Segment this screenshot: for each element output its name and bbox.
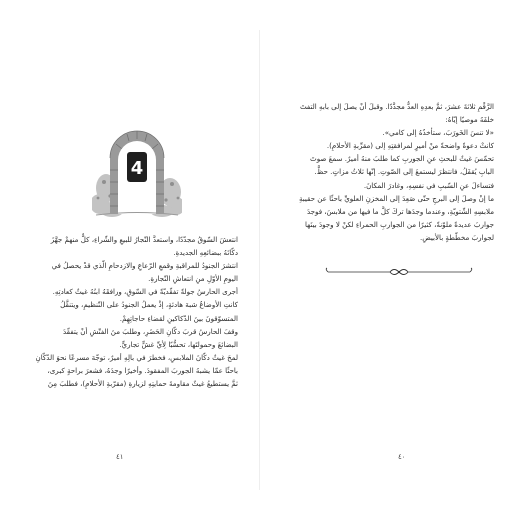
text-line: المتسوّقونَ بينَ الدّكاكينِ لقضاءِ حاجاتِهِمْ.	[119, 313, 238, 323]
text-line: انتشرَ الجنودُ للمراقبةِ وقمعِ الرّعاعِ والازدحامِ الّذي قدْ يحصلُ في	[51, 261, 238, 271]
ornament-divider	[324, 267, 474, 277]
text-line: البابِ يُقفَلُ، فانتظرَ ليستمعَ إلى الصّوتِ. إنّها ثلاثُ مزاتٍ. حظٌّ.	[314, 167, 494, 177]
text-line: انتعشَ السّوقُ مجدّدًا، واستعدَّ التّجارُ للبيعِ والشّراءِ، كلٌّ منهمْ جهَّزَ	[50, 235, 238, 244]
text-line: وقفَ الحارسُ قربَ دكّانِ الحَضَرِ، وطلبَ منَ الفتّشِ أنْ يتفقّدَ	[62, 326, 238, 336]
right-page	[262, 0, 520, 520]
text-line: تحمّسَ غيثٌ للبحثِ عنِ الجوربِ كما طلبَ منهُ أميرٌ. سمعَ صوتَ	[310, 154, 494, 164]
text-line: «لا تنسَ الخَورَبَ، ستأخذُهُ إلى كامي».	[382, 128, 494, 138]
left-page	[0, 0, 258, 520]
text-line: جواربَ عديدةً ملوّنةً، كثيرًا من الجواربِ الحمراءِ لكنْ لا وجودَ بينَها	[305, 219, 494, 229]
gutter	[259, 30, 260, 490]
text-line: ملابسِهِ الشّتويّةِ، وعندما وجدَها تركَ كلَّ ما فيها من ملابسَ، فوجدَ	[306, 206, 494, 216]
text-line: لمحَ غيثٌ دكّانَ الملابسِ، فخطرَ في بالِهِ أميرٌ، توجّهَ مسرعًا نحوَ الدّكّانِ	[35, 352, 238, 362]
text-line: أجرى الحارسُ جولةً تفقّديّةً في السّوقِ، ورافقَهُ ابنُهُ غيثٌ كعادتِهِ.	[52, 287, 238, 297]
page-number: ٤٠	[398, 453, 406, 461]
text-line: اليومِ الأوّلِ منِ انتعاشِ التّجارةِ.	[148, 274, 238, 284]
text-line: فتساءلَ عنِ السّببِ في نفسِهِ، وغادرَ المكانَ.	[363, 180, 494, 190]
right-page-text	[286, 100, 494, 244]
text-line: كانتِ الأوضاعُ شبهَ هادئةٍ، إذْ يعملُ الجنودُ على التّنظيمِ، ويتنقَّلُ	[60, 300, 238, 310]
text-line: خلفَهُ موصيًا إيّاهُ:	[445, 115, 494, 125]
text-line: لجواربَ مخطّطةٍ بالأبيضِ.	[419, 232, 494, 242]
page-number: ٤١	[116, 453, 124, 461]
text-line: ثمَّ يستطيعُ غيثٌ مقاومةَ حمايتِهِ لزيارةِ (مقرّبةِ الأحلامِ)، فطلبَ مِنَ	[47, 379, 238, 389]
left-page-text	[26, 233, 238, 390]
text-line: باحثًا عمّا يشبهُ الجوربَ المفقودَ. وأخيرًا وجدَهُ، فشعرَ براحةٍ كبرى،	[47, 365, 238, 375]
text-line: البضائعَ وحمولتَها، تحسُّبًا لِأيِّ غشٍّ تجاريٍّ.	[119, 339, 238, 349]
text-line: الرَّقْمِ ثلاثةَ عشرَ، ثمَّ بعدِهِ العدُّ مجدَّدًا. وقبلَ أنْ يصلَ إلى بابهِ التفتَ	[299, 102, 494, 111]
text-line: كانتْ دعوةً واضحةً منْ أميرٍ لمرافقتِهِ إلى (مقرِّبةِ الأحلامِ).	[326, 141, 494, 151]
text-line: ما إنْ وصلَ إلى البرجِ حتّى صَعِدَ إلى المخزنِ العلويِّ باحثًا عن حقيبةِ	[298, 193, 494, 203]
chapter-number: 4	[130, 158, 144, 179]
chapter-arch-illustration	[92, 118, 182, 218]
text-line: دكّانَهُ ببضائعِهِ الجديدةِ.	[173, 248, 238, 258]
